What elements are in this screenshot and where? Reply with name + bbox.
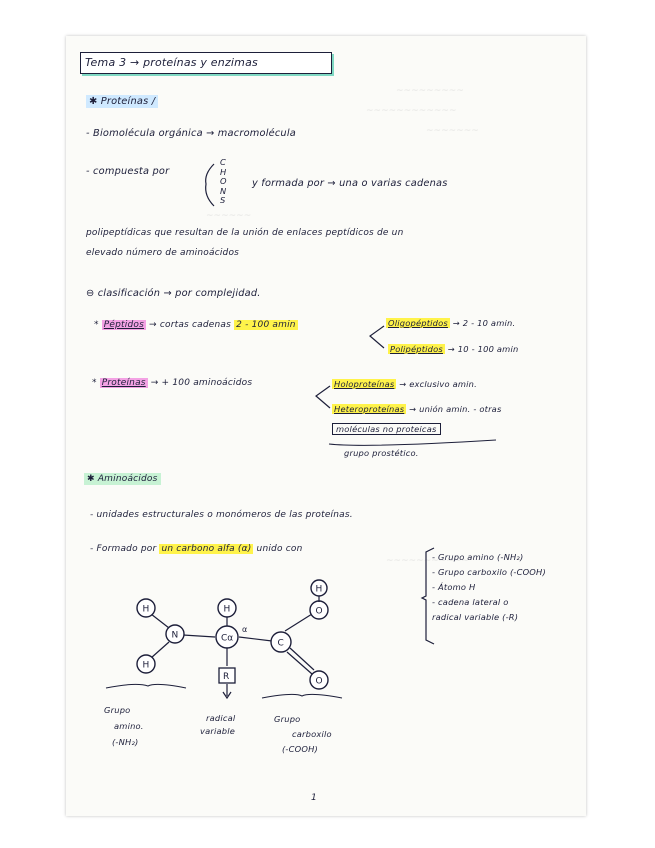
element-item: N bbox=[220, 185, 227, 196]
svg-text:O: O bbox=[315, 606, 323, 617]
bleed-through-mark: ~~~~~~ bbox=[206, 211, 252, 221]
paragraph-line-1: polipeptídicas que resultan de la unión de enlaces peptídicos de un bbox=[86, 228, 404, 238]
svg-text:H: H bbox=[142, 660, 150, 671]
svg-text:N: N bbox=[171, 630, 179, 641]
notebook-page bbox=[66, 36, 586, 816]
element-item: S bbox=[220, 195, 226, 205]
holoproteinas-value: → exclusivo amin. bbox=[399, 379, 477, 389]
svg-text:R: R bbox=[223, 672, 230, 682]
svg-text:H: H bbox=[315, 584, 323, 595]
label-line: radical bbox=[206, 713, 236, 723]
heading-text: Aminoácidos bbox=[97, 474, 158, 484]
label-line: Grupo bbox=[104, 705, 131, 715]
label-line: Grupo bbox=[274, 714, 301, 724]
label-grupo-carboxilo bbox=[274, 712, 332, 757]
bullet-unidades: - unidades estructurales o monómeros de las proteínas. bbox=[90, 510, 353, 520]
label-line: carboxilo bbox=[292, 729, 332, 739]
oligopeptidos-label: Oligopéptidos bbox=[388, 318, 448, 328]
peptidos-range: 2 - 100 amin bbox=[236, 320, 296, 330]
component-item: radical variable (-R) bbox=[432, 612, 519, 622]
paragraph-line-2: elevado número de aminoácidos bbox=[86, 248, 240, 258]
component-item: - Grupo carboxilo (-COOH) bbox=[432, 567, 546, 577]
atom-h-hydroxyl bbox=[311, 580, 327, 596]
label-line: amino. bbox=[114, 721, 144, 731]
proteinas-class-star: * bbox=[92, 378, 97, 388]
curly-braces bbox=[106, 684, 342, 698]
label-line: (-COOH) bbox=[282, 744, 318, 754]
svg-text:O: O bbox=[315, 676, 323, 687]
element-item: C bbox=[220, 157, 226, 167]
heading-star: ✱ bbox=[87, 474, 98, 484]
peptidos-star: * bbox=[94, 320, 99, 330]
formado-suffix: unido con bbox=[256, 544, 303, 554]
element-item: H bbox=[220, 166, 227, 177]
component-item: - cadena lateral o bbox=[432, 597, 509, 607]
label-line: variable bbox=[200, 726, 236, 736]
peptidos-label: Péptidos bbox=[103, 320, 144, 330]
atom-c-carboxyl bbox=[271, 632, 291, 652]
atom-n bbox=[166, 625, 184, 643]
aminoacid-structure-diagram bbox=[66, 36, 586, 816]
grupo-prostetico: grupo prostético. bbox=[344, 448, 419, 458]
svg-text:C: C bbox=[277, 638, 284, 649]
oligopeptidos-value: → 2 - 10 amin. bbox=[452, 318, 516, 328]
bullet-compuesta-suffix: y formada por → una o varias cadenas bbox=[252, 178, 448, 189]
formado-prefix: - Formado por bbox=[90, 544, 157, 554]
bullet-compuesta-prefix: - compuesta por bbox=[86, 166, 170, 177]
heading-text: Proteínas bbox=[100, 96, 149, 107]
bleed-through-mark: ~~~~~~~~~~~ bbox=[386, 556, 469, 566]
heteroproteinas-value: → unión amin. - otras bbox=[409, 404, 502, 414]
clasificacion-line: ⊖ clasificación → por complejidad. bbox=[86, 288, 261, 299]
proteinas-class-desc: → + 100 aminoácidos bbox=[150, 378, 253, 388]
bleed-through-mark: ~~~~~~~ bbox=[426, 126, 479, 136]
polipeptidos-value: → 10 - 100 amin bbox=[447, 344, 519, 354]
atom-c-alpha bbox=[216, 626, 238, 648]
atom-o-carbonyl bbox=[310, 671, 328, 689]
svg-text:H: H bbox=[142, 604, 150, 615]
heteroproteinas-label: Heteroproteínas bbox=[334, 404, 405, 414]
bleed-through-mark: ~~~~~~~~~ bbox=[396, 86, 464, 96]
polipeptidos-label: Polipéptidos bbox=[390, 344, 443, 354]
svg-text:Cα: Cα bbox=[221, 633, 234, 644]
component-item: - Átomo H bbox=[432, 582, 476, 592]
atom-r-radical bbox=[219, 668, 235, 683]
heading-star: ✱ bbox=[89, 96, 101, 107]
peptidos-desc: → cortas cadenas bbox=[149, 320, 232, 330]
moleculas-no-proteicas: moléculas no proteicas bbox=[332, 423, 441, 435]
proteinas-class-label: Proteínas bbox=[101, 378, 146, 388]
label-grupo-amino bbox=[104, 702, 144, 750]
holoproteinas-label: Holoproteínas bbox=[334, 379, 395, 389]
alpha-label: α bbox=[242, 625, 248, 634]
bullet-biomolecula: - Biomolécula orgánica → macromolécula bbox=[86, 128, 296, 139]
atom-h-top-amino bbox=[137, 599, 155, 617]
svg-text:H: H bbox=[223, 604, 231, 615]
label-radical-variable bbox=[200, 712, 235, 738]
element-item: O bbox=[220, 176, 227, 186]
page-title: Tema 3 → proteínas y enzimas bbox=[85, 56, 258, 69]
atom-h-bottom-amino bbox=[137, 655, 155, 673]
atom-o-hydroxyl bbox=[310, 601, 328, 619]
page-number: 1 bbox=[311, 793, 317, 803]
atom-h-alpha bbox=[218, 599, 236, 617]
formado-highlight: un carbono alfa (α) bbox=[161, 544, 252, 554]
bleed-through-mark: ~~~~~~~~~~~~ bbox=[366, 106, 457, 116]
label-line: (-NH₂) bbox=[112, 737, 139, 747]
component-item: - Grupo amino (-NH₂) bbox=[432, 552, 524, 562]
section-heading-proteinas: ✱ Proteínas / bbox=[86, 96, 158, 107]
